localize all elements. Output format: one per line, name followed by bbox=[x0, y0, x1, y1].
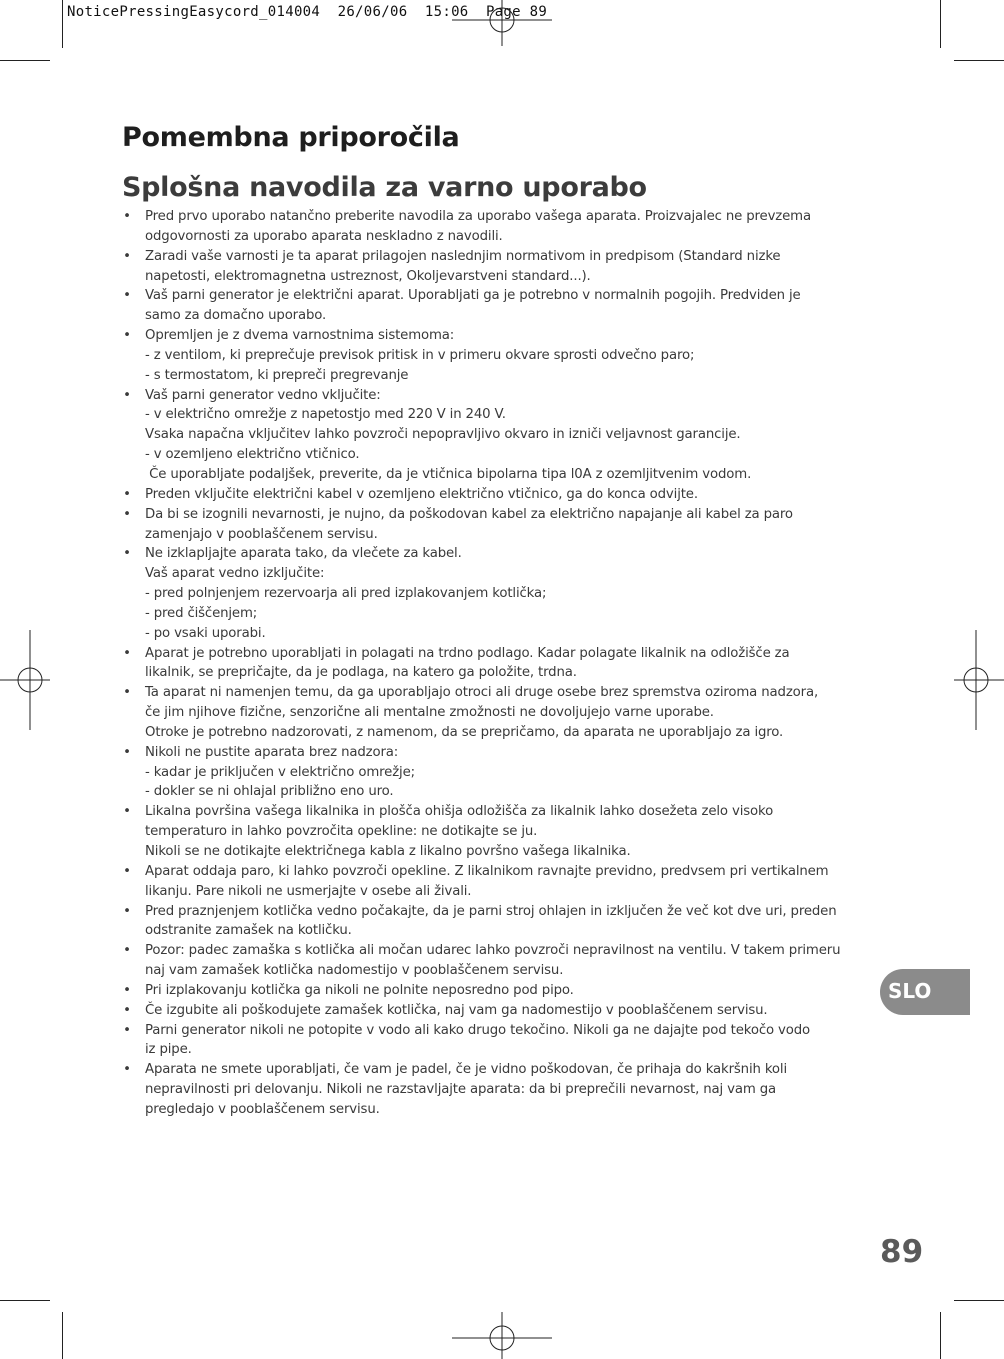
list-item bbox=[122, 207, 884, 247]
list-item-line: Nikoli se ne dotikajte električnega kabla z likalno površno vašega likalnika. bbox=[145, 844, 631, 859]
list-item-line: likanju. Pare nikoli ne usmerjajte v osebe ali živali. bbox=[145, 883, 472, 899]
list-item bbox=[122, 802, 884, 862]
crop-mark bbox=[0, 1300, 50, 1301]
list-item bbox=[122, 326, 884, 386]
crop-mark bbox=[0, 60, 50, 61]
list-item-line: samo za domačno uporabo. bbox=[145, 308, 327, 324]
crop-mark bbox=[954, 60, 1004, 61]
list-item-line: odstranite zamašek na kotličku. bbox=[145, 923, 352, 939]
list-item-line: Ta aparat ni namenjen temu, da ga uporabljajo otroci ali druge osebe brez spremstva oziroma nadzora, bbox=[145, 685, 819, 701]
bullet-marker: • bbox=[123, 288, 131, 304]
list-item-line: Vsaka napačna vključitev lahko povzroči nepopravljivo okvaro in izniči veljavnost garancije. bbox=[145, 427, 741, 443]
bullet-marker: • bbox=[123, 1022, 131, 1038]
list-item-line: Preden vključite električni kabel v ozemljeno električno vtičnico, ga do konca odvijte. bbox=[145, 486, 698, 502]
list-item-line: odgovornosti za uporabo aparata neskladno z navodili. bbox=[145, 228, 503, 244]
list-item bbox=[122, 1001, 884, 1021]
list-item-line: Pred praznjenjem kotlička vedno počakajte, da je parni stroj ohlajen in izključen že več kot dve uri, preden bbox=[145, 903, 837, 919]
list-item bbox=[122, 1021, 884, 1061]
list-item-line: - v električno omrežje z napetostjo med 220 V in 240 V. bbox=[145, 407, 506, 423]
list-item-line: likalnik, se prepričajte, da je podlaga, na katero ga položite, trdna. bbox=[145, 665, 577, 681]
bullet-marker: • bbox=[123, 546, 131, 562]
list-item bbox=[122, 644, 884, 684]
list-item-line: napetosti, elektromagnetna ustreznost, Okoljevarstveni standard...). bbox=[145, 268, 591, 284]
crop-mark bbox=[954, 1300, 1004, 1301]
list-item-line: Likalna površina vašega likalnika in plošča ohišja odložišča za likalnik lahko dosežeta zelo visoko bbox=[145, 804, 774, 820]
list-item bbox=[122, 286, 884, 326]
list-item-line: iz pipe. bbox=[145, 1042, 192, 1058]
list-item-line: Vaš parni generator je električni aparat. Uporabljati ga je potrebno v normalnih pogojih. Predviden je bbox=[145, 288, 801, 304]
list-item-line: če jim njihove fizične, senzorične ali mentalne zmožnosti ne dovoljujejo varne uporabe. bbox=[145, 705, 714, 721]
list-item bbox=[122, 981, 884, 1001]
list-item bbox=[122, 247, 884, 287]
list-item-line: Aparata ne smete uporabljati, če vam je padel, če je vidno poškodovan, če prihaja do kakršnih koli bbox=[145, 1062, 787, 1078]
print-header: NoticePressingEasycord_014004 26/06/06 15:06 Page 89 bbox=[67, 4, 548, 20]
registration-mark-top bbox=[452, 0, 552, 48]
list-item-line: - z ventilom, ki preprečuje previsok pritisk in v primeru okvare sprosti odvečno paro; bbox=[145, 347, 695, 363]
list-item-line: Pozor: padec zamaška s kotlička ali močan udarec lahko povzroči nepravilnost na ventilu. V takem primeru bbox=[145, 943, 841, 959]
bullet-marker: • bbox=[123, 645, 131, 661]
list-item-line: pregledajo v pooblaščenem servisu. bbox=[145, 1101, 380, 1117]
list-item-line: Če izgubite ali poškodujete zamašek kotlička, naj vam ga nadomestijo v pooblaščenem servisu. bbox=[145, 1002, 768, 1018]
list-item-line: Če uporabljate podaljšek, preverite, da je vtičnica bipolarna tipa l0A z ozemljitvenim vodom. bbox=[145, 466, 752, 482]
bullet-marker: • bbox=[123, 328, 131, 344]
list-item bbox=[122, 505, 884, 545]
list-item bbox=[122, 1060, 884, 1120]
crop-mark bbox=[940, 1312, 941, 1359]
bullet-marker: • bbox=[123, 744, 131, 760]
list-item-line: Nikoli ne pustite aparata brez nadzora: bbox=[145, 744, 399, 760]
page-number: 89 bbox=[880, 1234, 924, 1270]
safety-instructions-list bbox=[122, 207, 884, 1120]
bullet-marker: • bbox=[123, 387, 131, 403]
list-item bbox=[122, 485, 884, 505]
bullet-marker: • bbox=[123, 506, 131, 522]
list-item-line: temperaturo in lahko povzročita opekline: ne dotikajte se ju. bbox=[145, 824, 538, 840]
bullet-marker: • bbox=[123, 943, 131, 959]
registration-mark-right bbox=[954, 630, 1004, 730]
list-item-line: - v ozemljeno električno vtičnico. bbox=[145, 447, 360, 463]
list-item-line: Da bi se izognili nevarnosti, je nujno, da poškodovan kabel za električno napajanje ali kabel za paro bbox=[145, 506, 793, 522]
crop-mark bbox=[62, 1312, 63, 1359]
list-item-line: Pri izplakovanju kotlička ga nikoli ne polnite neposredno pod pipo. bbox=[145, 982, 574, 998]
list-item-line: Zaradi vaše varnosti je ta aparat prilagojen naslednjim normativom in predpisom (Standard nizke bbox=[145, 248, 781, 264]
list-item-line: Pred prvo uporabo natančno preberite navodila za uporabo vašega aparata. Proizvajalec ne prevzema bbox=[145, 209, 811, 224]
list-item bbox=[122, 902, 884, 942]
list-item-line: Aparat oddaja paro, ki lahko povzroči opekline. Z likalnikom ravnajte previdno, predvsem pri vertikalnem bbox=[145, 863, 829, 879]
list-item-line: - pred čiščenjem; bbox=[145, 605, 258, 621]
list-item-line: nepravilnosti pri delovanju. Nikoli ne razstavljajte aparata: da bi preprečili nevarnost, naj vam ga bbox=[145, 1082, 777, 1098]
language-tab bbox=[880, 969, 970, 1015]
list-item-line: naj vam zamašek kotlička nadomestijo v pooblaščenem servisu. bbox=[145, 963, 564, 979]
section-title: Splošna navodila za varno uporabo bbox=[122, 172, 647, 203]
bullet-marker: • bbox=[123, 1002, 131, 1018]
list-item-line: Otroke je potrebno nadzorovati, z namenom, da se prepričamo, da aparata ne uporabljajo za igro. bbox=[145, 724, 784, 740]
bullet-marker: • bbox=[123, 1062, 131, 1078]
registration-mark-left bbox=[0, 630, 50, 730]
list-item bbox=[122, 683, 884, 743]
list-item-line: - po vsaki uporabi. bbox=[145, 625, 266, 641]
bullet-marker: • bbox=[123, 903, 131, 919]
list-item-line: Vaš parni generator vedno vključite: bbox=[145, 387, 381, 403]
page-title: Pomembna priporočila bbox=[122, 122, 460, 153]
list-item-line: - pred polnjenjem rezervoarja ali pred izplakovanjem kotlička; bbox=[145, 586, 547, 602]
list-item bbox=[122, 743, 884, 803]
list-item-line: Aparat je potrebno uporabljati in polagati na trdno podlago. Kadar polagate likalnik na odložišče za bbox=[145, 645, 790, 661]
registration-mark-bottom bbox=[452, 1312, 552, 1359]
list-item bbox=[122, 862, 884, 902]
bullet-marker: • bbox=[123, 248, 131, 264]
language-tab-label: SLO bbox=[888, 979, 932, 1003]
list-item-line: Parni generator nikoli ne potopite v vodo ali kako drugo tekočino. Nikoli ga ne dajajte pod tekočo vodo bbox=[145, 1022, 811, 1038]
crop-mark bbox=[62, 0, 63, 48]
list-item-line: Opremljen je z dvema varnostnima sistemoma: bbox=[145, 328, 455, 344]
bullet-marker: • bbox=[123, 863, 131, 879]
list-item-line: Vaš aparat vedno izključite: bbox=[145, 566, 325, 582]
bullet-marker: • bbox=[123, 209, 131, 224]
list-item-line: Ne izklapljajte aparata tako, da vlečete za kabel. bbox=[145, 546, 462, 562]
bullet-marker: • bbox=[123, 486, 131, 502]
bullet-marker: • bbox=[123, 804, 131, 820]
crop-mark bbox=[940, 0, 941, 48]
list-item bbox=[122, 941, 884, 981]
list-item bbox=[122, 386, 884, 485]
list-item-line: - kadar je priključen v električno omrežje; bbox=[145, 764, 415, 780]
list-item bbox=[122, 544, 884, 643]
list-item-line: - dokler se ni ohlajal približno eno uro. bbox=[145, 784, 394, 800]
list-item-line: - s termostatom, ki prepreči pregrevanje bbox=[145, 367, 409, 383]
list-item-line: zamenjajo v pooblaščenem servisu. bbox=[145, 526, 378, 542]
bullet-marker: • bbox=[123, 685, 131, 701]
bullet-marker: • bbox=[123, 982, 131, 998]
